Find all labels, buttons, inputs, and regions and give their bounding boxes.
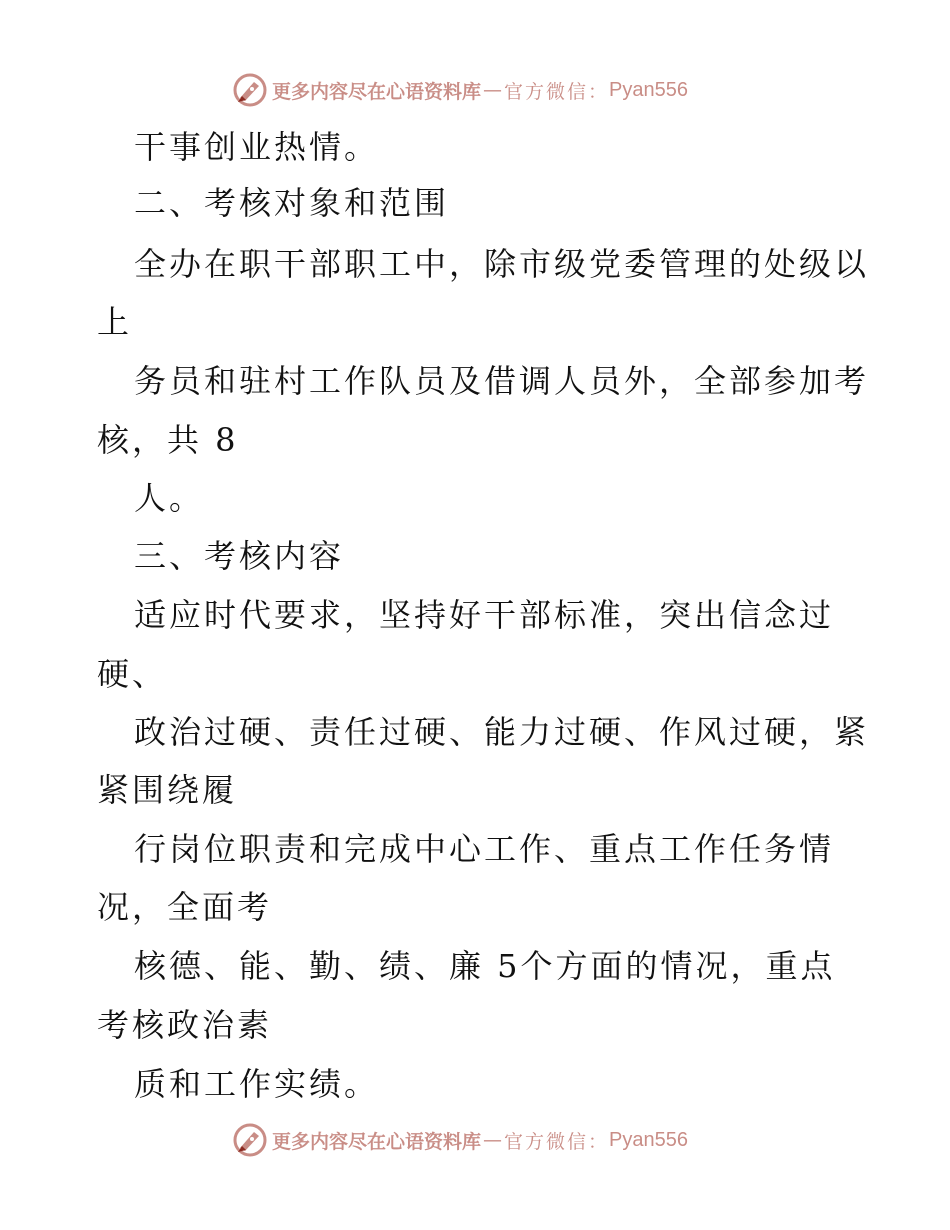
text-line: 适应时代要求，坚持好干部标准，突出信念过 [134, 596, 835, 634]
text-line: 人。 [134, 479, 205, 517]
banner-text: 更多内容尽在心语资料库 [272, 80, 482, 103]
text-line: 质和工作实绩。 [134, 1065, 380, 1103]
text-line: 上 [97, 303, 133, 341]
text-line: 核，共 8 [97, 421, 239, 459]
banner-text: 更多内容尽在心语资料库 [272, 1130, 482, 1153]
section-heading: 二、考核对象和范围 [134, 184, 450, 222]
banner-dash: — [483, 79, 503, 101]
pen-nib-logo-icon [232, 72, 268, 108]
banner-wechat-id: Pyan556 [609, 78, 688, 101]
footer-watermark-banner [232, 1120, 752, 1160]
pen-nib-logo-icon [232, 1122, 268, 1158]
text-line: 务员和驻村工作队员及借调人员外，全部参加考 [134, 362, 870, 400]
text-line: 核德、能、勤、绩、廉 5个方面的情况，重点 [134, 947, 836, 985]
banner-official-label: 官方微信： [504, 1130, 610, 1153]
text-line: 况，全面考 [97, 888, 273, 926]
text-line: 考核政治素 [97, 1006, 273, 1044]
banner-dash: — [483, 1129, 503, 1151]
text-line: 硬、 [97, 655, 168, 693]
banner-official-label: 官方微信： [504, 80, 610, 103]
section-heading: 三、考核内容 [134, 537, 345, 575]
header-watermark-banner [232, 70, 752, 110]
text-line: 行岗位职责和完成中心工作、重点工作任务情 [134, 830, 835, 868]
banner-wechat-id: Pyan556 [609, 1128, 688, 1151]
text-line: 紧围绕履 [97, 771, 238, 809]
text-line: 干事创业热情。 [134, 128, 380, 166]
text-line: 政治过硬、责任过硬、能力过硬、作风过硬，紧 [134, 713, 870, 751]
text-line: 全办在职干部职工中，除市级党委管理的处级以 [134, 245, 870, 283]
